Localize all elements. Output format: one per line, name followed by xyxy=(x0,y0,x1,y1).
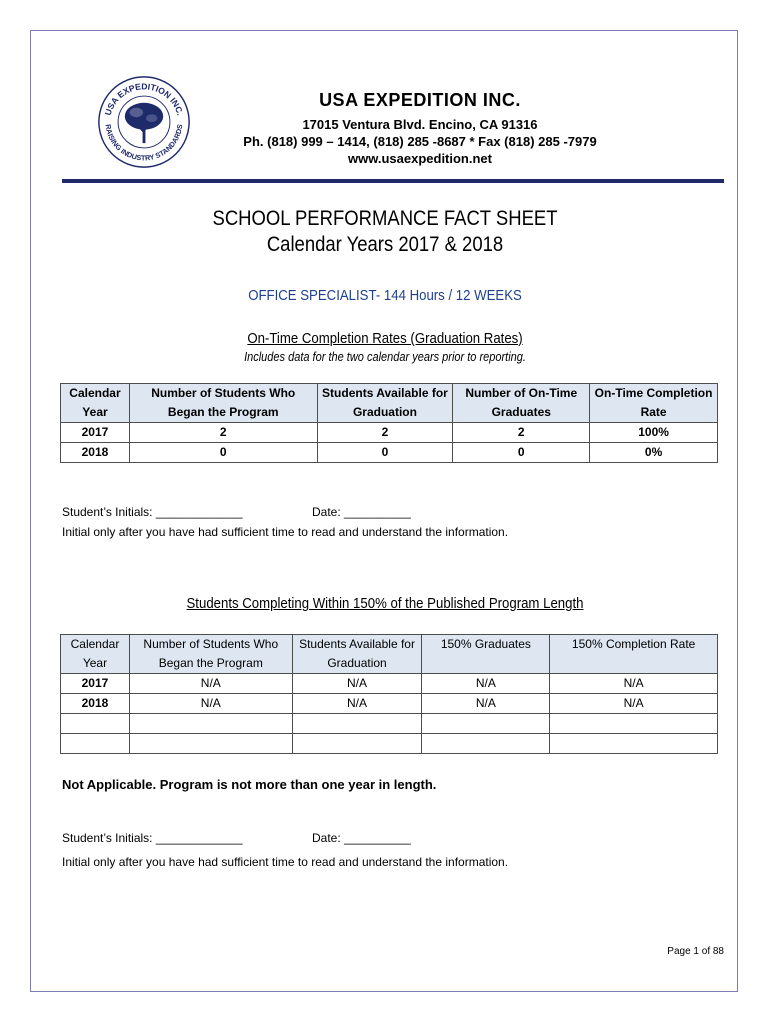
header-cell: Number of Students Who Began the Program xyxy=(129,635,292,674)
header-cell: 150% Graduates xyxy=(422,635,550,674)
table-row xyxy=(61,674,718,694)
empty-cell xyxy=(292,714,422,734)
empty-cell xyxy=(61,734,130,754)
header-cell: On-Time Completion Rate xyxy=(590,384,718,423)
table-row xyxy=(61,423,718,443)
header-cell: Students Available for Graduation xyxy=(292,635,422,674)
not-applicable-note: Not Applicable. Program is not more than one year in length. xyxy=(62,777,437,792)
header-cell: Calendar Year xyxy=(61,384,130,423)
header-cell: Calendar Year xyxy=(61,635,130,674)
cell: N/A xyxy=(422,694,550,714)
completion-150-table xyxy=(60,634,718,754)
section1-subtitle: Includes data for the two calendar years prior to reporting. xyxy=(244,350,526,364)
table-row-empty xyxy=(61,734,718,754)
header-divider xyxy=(62,179,724,183)
cell: N/A xyxy=(129,694,292,714)
section2-title: Students Completing Within 150% of the Published Program Length xyxy=(186,595,584,612)
cell: 2 xyxy=(129,423,317,443)
cell: 0 xyxy=(129,443,317,463)
empty-cell xyxy=(129,734,292,754)
section2-note: Initial only after you have had sufficient time to read and understand the information. xyxy=(62,855,509,869)
header-cell: Number of On-Time Graduates xyxy=(453,384,590,423)
cell: 2 xyxy=(317,423,453,443)
company-address: 17015 Ventura Blvd. Encino, CA 91316 xyxy=(302,117,538,132)
table-header-row xyxy=(61,635,718,674)
cell: 2 xyxy=(453,423,590,443)
company-logo xyxy=(96,74,192,170)
cell: 0 xyxy=(317,443,453,463)
logo-bottom-text: RAISING INDUSTRY STANDARDS xyxy=(103,123,185,163)
cell: 100% xyxy=(590,423,718,443)
company-website[interactable]: www.usaexpedition.net xyxy=(348,151,492,166)
document-title xyxy=(46,206,724,258)
empty-cell xyxy=(422,734,550,754)
cell: N/A xyxy=(422,674,550,694)
ontime-completion-table xyxy=(60,383,718,463)
cell: N/A xyxy=(550,674,718,694)
page-number: Page 1 of 88 xyxy=(667,946,724,957)
table-row-empty xyxy=(61,714,718,734)
empty-cell xyxy=(422,714,550,734)
cell: 2018 xyxy=(61,694,130,714)
table-header-row xyxy=(61,384,718,423)
cell: 2018 xyxy=(61,443,130,463)
empty-cell xyxy=(292,734,422,754)
header-cell: Students Available for Graduation xyxy=(317,384,453,423)
cell: 2017 xyxy=(61,674,130,694)
empty-cell xyxy=(129,714,292,734)
header-cell: 150% Completion Rate xyxy=(550,635,718,674)
section1-title: On-Time Completion Rates (Graduation Rates) xyxy=(247,330,523,347)
section2-initials-line[interactable] xyxy=(62,831,411,845)
company-header xyxy=(210,90,630,166)
date-label: Date: __________ xyxy=(312,831,411,845)
empty-cell xyxy=(550,734,718,754)
date-label: Date: __________ xyxy=(312,505,411,519)
section1-note: Initial only after you have had sufficient time to read and understand the information. xyxy=(62,525,509,539)
cell: 0 xyxy=(453,443,590,463)
company-phone: Ph. (818) 999 – 1414, (818) 285 -8687 * Fax (818) 285 -7979 xyxy=(243,134,597,149)
initials-label: Student’s Initials: _____________ xyxy=(62,831,243,845)
company-name: USA EXPEDITION INC. xyxy=(319,90,521,110)
cell: N/A xyxy=(550,694,718,714)
header-cell: Number of Students Who Began the Program xyxy=(129,384,317,423)
title-line-1: SCHOOL PERFORMANCE FACT SHEET xyxy=(212,207,558,230)
program-name: OFFICE SPECIALIST- 144 Hours / 12 WEEKS xyxy=(248,287,522,304)
cell: 2017 xyxy=(61,423,130,443)
initials-label: Student’s Initials: _____________ xyxy=(62,505,243,519)
cell: N/A xyxy=(292,674,422,694)
title-line-2: Calendar Years 2017 & 2018 xyxy=(266,233,504,256)
section1-initials-line[interactable] xyxy=(62,505,411,519)
empty-cell xyxy=(61,714,130,734)
cell: 0% xyxy=(590,443,718,463)
empty-cell xyxy=(550,714,718,734)
cell: N/A xyxy=(292,694,422,714)
logo-top-text: USA EXPEDITION INC. xyxy=(102,81,186,117)
table-row xyxy=(61,694,718,714)
table-row xyxy=(61,443,718,463)
cell: N/A xyxy=(129,674,292,694)
